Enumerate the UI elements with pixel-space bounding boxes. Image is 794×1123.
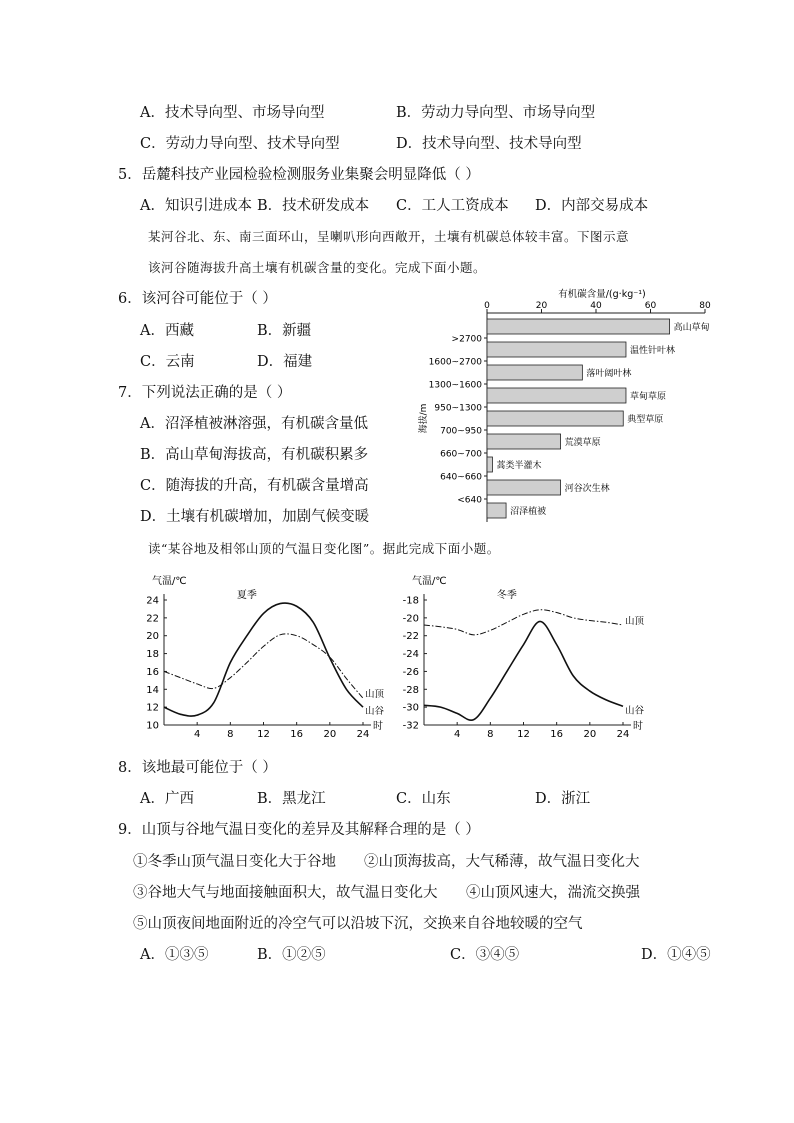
- x-tick-label: 12: [517, 729, 530, 740]
- q9-statement-4: ④山顶风速大，湍流交换强: [466, 885, 640, 901]
- q6-option-b: B．新疆: [257, 323, 312, 339]
- x-tick-label: 0: [484, 301, 490, 311]
- y-tick-label: 16: [146, 666, 159, 678]
- x-tick-label: 20: [323, 729, 337, 740]
- valley-series-label: 山谷: [365, 706, 385, 718]
- q7-option-a: A．沼泽植被淋溶强，有机碳含量低: [140, 416, 368, 432]
- y-tick-label: 20: [146, 631, 159, 643]
- q4-option-c: C．劳动力导向型、技术导向型: [140, 136, 340, 152]
- passage1-line2: 该河谷随海拔升高土壤有机碳含量的变化。完成下面小题。: [148, 260, 487, 275]
- mountaintop-series-label: 山顶: [625, 616, 645, 627]
- q7-stem: 7．下列说法正确的是（ ）: [118, 385, 292, 401]
- bar: [487, 388, 626, 403]
- bar-label: 高山草甸: [673, 323, 710, 333]
- y-tick-label: -24: [402, 649, 419, 661]
- bar: [487, 411, 623, 426]
- y-axis-label: 海拔/m: [419, 403, 429, 434]
- q4-option-b: B．劳动力导向型、市场导向型: [396, 105, 596, 121]
- bar-label: 草甸草原: [629, 392, 666, 402]
- x-tick-label: 20: [535, 301, 548, 311]
- q5-option-d: D．内部交易成本: [535, 198, 649, 214]
- chart-title: 夏季: [236, 590, 257, 601]
- altitude-label: 640~660: [440, 472, 482, 483]
- q9-statement-5: ⑤山顶夜间地面附近的冷空气可以沿坡下沉，交换来自谷地较暖的空气: [133, 916, 583, 932]
- q8-option-b: B．黑龙江: [257, 791, 326, 807]
- q8-stem: 8．该地最可能位于（ ）: [118, 760, 277, 776]
- altitude-label: 700~950: [440, 426, 482, 437]
- chart-title: 有机碳含量/(g·kg⁻¹): [558, 289, 646, 300]
- bar-label: 河谷次生林: [564, 484, 610, 494]
- x-tick-label: 12: [257, 729, 270, 740]
- y-tick-label: 18: [146, 649, 159, 661]
- q4-option-d: D．技术导向型、技术导向型: [396, 136, 582, 152]
- passage2: 读“某谷地及相邻山顶的气温日变化图”。据此完成下面小题。: [148, 541, 500, 556]
- y-axis-label: 气温/℃: [152, 576, 187, 587]
- bar-label: 温性针叶林: [629, 346, 675, 356]
- q6-option-c: C．云南: [140, 354, 195, 370]
- altitude-label: >2700: [451, 334, 482, 345]
- bar-label: 沼泽植被: [510, 507, 547, 517]
- bar: [487, 480, 561, 495]
- q6-option-d: D．福建: [257, 354, 313, 370]
- y-tick-label: 12: [146, 702, 159, 714]
- y-tick-label: -20: [402, 613, 419, 625]
- y-tick-label: -32: [402, 720, 419, 732]
- altitude-label: 950~1300: [434, 403, 482, 414]
- altitude-label: 660~700: [440, 449, 482, 460]
- q7-option-d: D．土壤有机碳增加，加剧气候变暖: [140, 509, 370, 525]
- bar-label: 荒漠草原: [564, 438, 601, 448]
- q5-stem: 5．岳麓科技产业园检验检测服务业集聚会明显降低（ ）: [118, 167, 480, 183]
- x-tick-label: 24: [356, 729, 370, 740]
- bar: [487, 342, 626, 357]
- x-tick-label: 4: [193, 729, 201, 740]
- q6-stem: 6．该河谷可能位于（ ）: [118, 291, 277, 307]
- x-tick-label: 60: [644, 301, 657, 311]
- passage1-line1: 某河谷北、东、南三面环山，呈喇叭形向西敞开，土壤有机碳总体较丰富。下图示意: [148, 229, 630, 244]
- bar: [487, 434, 561, 449]
- y-tick-label: -18: [402, 595, 419, 607]
- y-tick-label: -30: [402, 702, 419, 714]
- q5-option-c: C．工人工资成本: [396, 198, 509, 214]
- q9-statement-2: ②山顶海拔高，大气稀薄，故气温日变化大: [364, 854, 640, 870]
- y-tick-label: 14: [146, 684, 159, 696]
- organic-carbon-bar-chart: [410, 284, 750, 530]
- q9-option-b: B．①②⑤: [257, 947, 326, 963]
- q9-stem: 9．山顶与谷地气温日变化的差异及其解释合理的是（ ）: [118, 822, 480, 838]
- valley-series-label: 山谷: [625, 705, 645, 717]
- altitude-label: <640: [457, 495, 482, 506]
- bar-label: 蒿类半灌木: [496, 461, 542, 471]
- q9-statement-3: ③谷地大气与地面接触面积大，故气温日变化大: [133, 885, 438, 901]
- mountaintop-series-line: [424, 610, 623, 635]
- q5-option-a: A．知识引进成本: [140, 198, 252, 214]
- bar-label: 典型草原: [627, 415, 664, 425]
- x-tick-label: 8: [487, 729, 494, 740]
- q7-option-b: B．高山草甸海拔高，有机碳积累多: [140, 447, 369, 463]
- valley-series-line: [164, 603, 363, 716]
- y-axis-label: 气温/℃: [412, 576, 447, 587]
- q8-option-c: C．山东: [396, 791, 451, 807]
- bar: [487, 457, 492, 472]
- x-tick-label: 4: [453, 729, 461, 740]
- x-axis-label: 时: [373, 721, 383, 732]
- bar: [487, 503, 506, 518]
- x-tick-label: 40: [590, 301, 602, 311]
- q8-option-a: A．广西: [140, 791, 194, 807]
- chart-title: 冬季: [496, 590, 517, 601]
- q7-option-c: C．随海拔的升高，有机碳含量增高: [140, 478, 369, 494]
- q9-option-c: C．③④⑤: [450, 947, 520, 963]
- y-tick-label: -26: [402, 666, 419, 678]
- x-axis-label: 时: [633, 721, 643, 732]
- x-tick-label: 20: [583, 729, 597, 740]
- bar: [487, 365, 582, 380]
- altitude-label: 1300~1600: [428, 380, 482, 391]
- valley-series-line: [424, 621, 623, 720]
- q9-option-d: D．①④⑤: [641, 947, 711, 963]
- bar-label: 落叶阔叶林: [586, 369, 632, 379]
- x-tick-label: 24: [616, 729, 630, 740]
- x-tick-label: 8: [227, 729, 234, 740]
- bar: [487, 319, 670, 334]
- q4-option-a: A．技术导向型、市场导向型: [140, 105, 325, 121]
- x-tick-label: 16: [290, 729, 304, 740]
- x-tick-label: 16: [550, 729, 564, 740]
- y-tick-label: -28: [402, 684, 419, 696]
- q8-option-d: D．浙江: [535, 791, 591, 807]
- mountaintop-series-label: 山顶: [365, 689, 385, 701]
- y-tick-label: 24: [146, 595, 159, 607]
- q9-statement-1: ①冬季山顶气温日变化大于谷地: [133, 854, 336, 870]
- q5-option-b: B．技术研发成本: [257, 198, 370, 214]
- y-tick-label: -22: [402, 631, 419, 643]
- x-tick-label: 80: [699, 301, 711, 311]
- winter-temperature-chart: [400, 570, 660, 746]
- q9-option-a: A．①③⑤: [140, 947, 209, 963]
- summer-temperature-chart: [140, 570, 400, 746]
- altitude-label: 1600~2700: [428, 357, 482, 368]
- y-tick-label: 10: [146, 720, 159, 732]
- q6-option-a: A．西藏: [140, 323, 194, 339]
- y-tick-label: 22: [146, 613, 159, 625]
